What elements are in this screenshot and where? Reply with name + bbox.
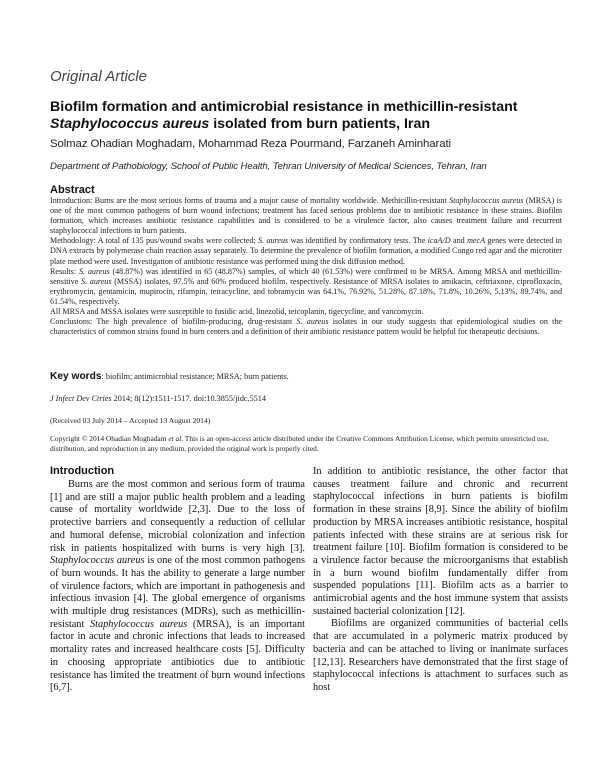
body-column-right — [313, 466, 568, 695]
title-line-1: Biofilm formation and antimicrobial resistance in methicillin-resistant — [50, 99, 518, 115]
introduction-heading: Introduction — [50, 465, 115, 477]
text: and — [450, 236, 468, 246]
body-paragraph — [50, 479, 305, 695]
article-title — [50, 99, 570, 133]
keywords-values: : biofilm; antimicrobial resistance; MRSA; burn patients. — [101, 372, 289, 381]
italic-term: et al — [168, 434, 182, 443]
abstract-heading: Abstract — [50, 184, 95, 196]
italic-term: Staphylococcus aureus — [50, 555, 145, 567]
text: isolates in our study suggests that epidemiological studies on the characteristics of common strains found in burn centers and a definition of their antibiotic resistance pattern would be helpful for therapeutic decisions. — [50, 317, 562, 337]
text: (MRSA), is an important factor in acute and chronic infections that leads to increased mortality rates and increased healthcare costs [5]. Difficulty in choosing appropriate antibiotics due to antibiotic resistance has limited the treatment of burn wound infections [6,7]. — [50, 618, 305, 694]
text: . This is an open-access article distributed under the Creative Commons Attribution License, which permits unrestricted use, distribution, and reproduction in any medium, provided the original work is properly cited. — [50, 434, 549, 453]
title-species-italic: Staphylococcus aureus — [50, 116, 210, 132]
author-list: Solmaz Ohadian Moghadam, Mohammad Reza Pourmand, Farzaneh Aminharati — [50, 138, 451, 150]
article-type-label: Original Article — [50, 68, 147, 85]
abstract-introduction — [50, 196, 562, 236]
received-dates: (Received 03 July 2014 – Accepted 13 August 2014) — [50, 416, 211, 425]
abstract-results — [50, 267, 562, 307]
citation-details: 2014; 8(12):1511-1517. doi:10.3855/jidc.5514 — [111, 394, 266, 403]
text: Results: — [50, 266, 79, 276]
text: Introduction: Burns are the most serious forms of trauma and a major cause of mortality worldwide. Methicillin-resistant — [50, 196, 450, 205]
text: is one of the most common pathogens of burn wounds. It has the ability to generate a large number of virulence factors, which are important in pathogenesis and infectious invasion [4]. The global emergence of organisms with multiple drug resistances (MDRs), such as methicillin-resistant — [50, 555, 305, 630]
italic-term: Staphylococcus aureus — [89, 618, 188, 630]
body-column-left — [50, 465, 305, 695]
citation — [50, 394, 266, 403]
italic-term: S. aureus — [78, 266, 110, 276]
body-paragraph: In addition to antibiotic resistance, the other factor that causes treatment failure and chronic and recurrent staphylococcal infections in burn patients is biofilm formation in these strains [8,9]. Since the ability of biofilm production by MRSA increases antibiotic resistance, hospital patients infected with these strains are at serious risk for treatment failure [10]. Biofilm formation is considered to be a virulence factor because the microorganisms that establish in a burn wound biofilm fundamentally differ from suspended populations [11]. Biofilm acts as a barrier to antimicrobial agents and the host immune system that assists sustained bacterial colonization [12]. — [313, 466, 568, 617]
text: Conclusions: The high prevalence of biofilm-producing, drug-resistant — [50, 317, 297, 327]
text: genes were detected in DNA extracts by polymerase chain reaction assay separately. To determine the prevalence of biofilm formation, a modified Congo red agar and the microtiter plate method were used. Investigation of antibiotic resistance was performed using the disk diffusion method. — [50, 236, 562, 266]
italic-term: S. aureus — [258, 236, 289, 246]
keywords — [50, 371, 562, 382]
text: (48.87%) was identified in 65 (48.87%) samples, of which 40 (61.53%) were confirmed to be MRSA. Among MRSA and methicillin-sensitive — [50, 266, 562, 286]
title-line-2-rest: isolated from burn patients, Iran — [209, 116, 431, 132]
body-paragraph: Biofilms are organized communities of bacterial cells that are accumulated in a polymeric matrix produced by bacteria and can be attached to living or inanimate surfaces [12,13]. Researchers have demonstrated that the first stage of staphylococcal infections is attachment to surfaces such as host — [313, 618, 568, 693]
copyright-notice — [50, 434, 562, 454]
abstract-conclusions — [50, 317, 562, 337]
text: was identified by confirmatory tests. The — [288, 236, 428, 246]
italic-term: S. aureus — [81, 276, 112, 286]
italic-term: S. aureus — [296, 317, 329, 327]
italic-term: icaA/D — [427, 236, 451, 246]
text: Methodology: A total of 135 pus/wound swabs were collected; — [50, 236, 259, 246]
abstract-methodology — [50, 236, 562, 266]
abstract-susceptibility: All MRSA and MSSA isolates were susceptible to fusidic acid, linezolid, teicoplanin, tigecycline, and vancomycin. — [50, 307, 424, 317]
italic-term: Staphylococcus aureus — [449, 196, 524, 205]
abstract-body — [50, 196, 562, 337]
italic-term: mecA — [467, 236, 486, 246]
affiliation: Department of Pathobiology, School of Public Health, Tehran University of Medical Sciences, Tehran, Iran — [50, 161, 487, 172]
text: Copyright © 2014 Ohadian Moghadam — [50, 434, 169, 443]
keywords-label: Key words — [50, 371, 102, 382]
text: (MSSA) isolates, 97.5% and 60% produced biofilm, respectively. Resistance of MRSA isolates to amikacin, ceftriaxone, ciprofloxacin, erythromycin, gentamicin, mupirocin, rifampin, tetracycline, and tobramycin was 64.1%, 76.92%, 51.28%, 87.18%, 71.8%, 10.26%, 5.13%, 89.74%, and 61.54%, respectively. — [50, 276, 562, 306]
journal-name: J Infect Dev Ctries — [50, 394, 112, 403]
text: (MRSA) is one of the most common pathogens of burn wound infections; treatment has faced serious problems due to antibiotic resistance in these strains. Biofilm formation, which increases antibiotic resistance capabilities and is considered to be a virulence factor, also causes treatment failure and recurrent staphylococcal infections in burn patients. — [50, 196, 562, 236]
text: Burns are the most common and serious form of trauma [1] and are still a major public health problem and a leading cause of mortality worldwide [2,3]. Due to the loss of protective barriers and consequently a reduction of cellular and humoral defense, microbial colonization and infection risk in patients hospitalized with burns is very high [3]. — [50, 479, 305, 554]
